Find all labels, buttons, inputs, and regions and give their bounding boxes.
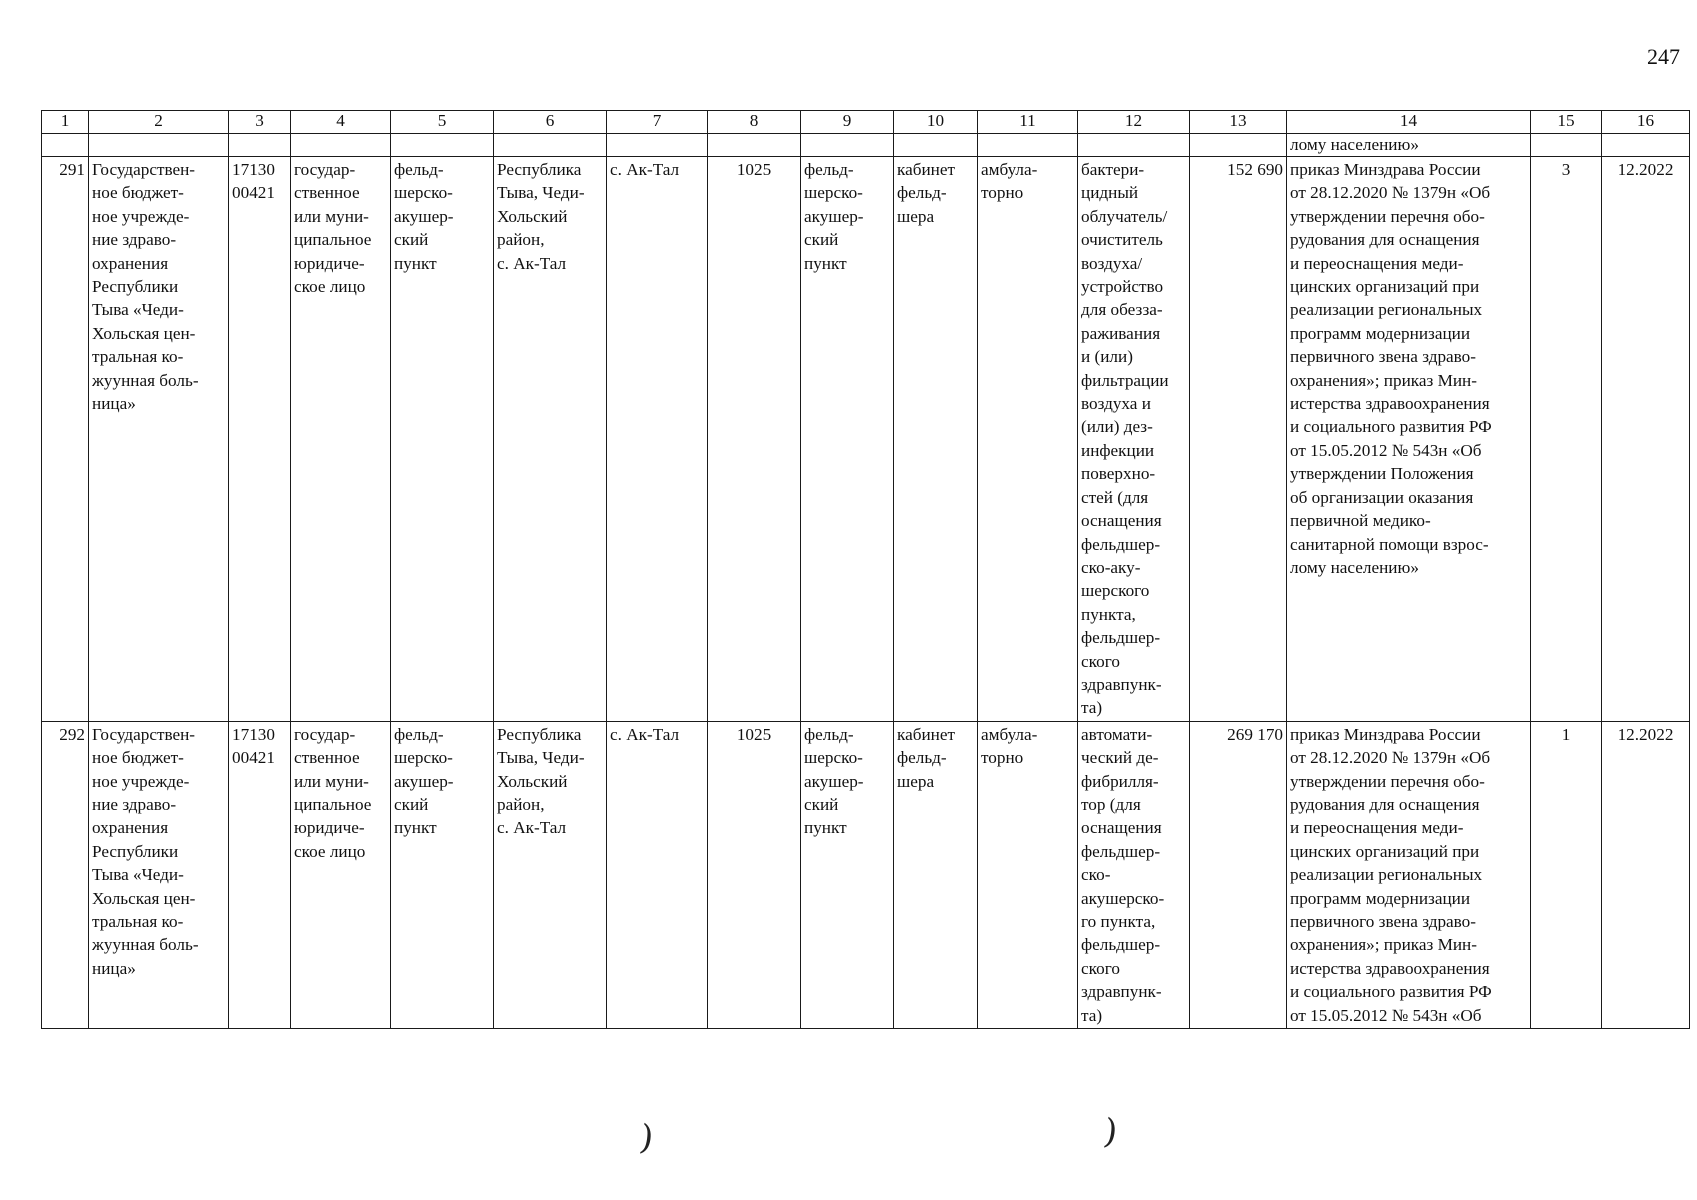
legal-basis: приказ Минздрава России от 28.12.2020 № 1379н «Об утверждении перечня обо- рудования для оснащения и переоснащения меди- цинских организаций при реализации региональных программ модернизации первичного звена здраво- охранения»; приказ Мин- истерства здравоохранения и социального развития РФ от 15.05.2012 № 543н «Об утверждении Положения об организации оказания первичной медико- санитарной помощи взрос- лому населению»: [1287, 157, 1531, 722]
col-header: 8: [708, 111, 801, 134]
org-code: 17130 00421: [229, 721, 291, 1028]
address: Республика Тыва, Чеди- Хольский район, с. Ак-Тал: [494, 157, 607, 722]
table-row: [42, 157, 1690, 722]
continuation-row: [42, 134, 1690, 157]
col-header: 1: [42, 111, 89, 134]
care-condition: амбула- торно: [978, 721, 1078, 1028]
row-number: 291: [42, 157, 89, 722]
row-number: 292: [42, 721, 89, 1028]
table-cell: [1190, 134, 1287, 157]
address: Республика Тыва, Чеди- Хольский район, с. Ак-Тал: [494, 721, 607, 1028]
equipment-name: бактери- цидный облучатель/ очиститель воздуха/ устройство для обезза- раживания и (или) фильтрации воздуха и (или) дез- инфекции поверхно- стей (для оснащения фельдшер- ско-аку- шерского пункта, фельдшер- ского здравпунк- та): [1078, 157, 1190, 722]
table-cell: [607, 134, 708, 157]
organization-name: Государствен- ное бюджет- ное учрежде- ние здраво- охранения Республики Тыва «Чеди- Хольская цен- тральная ко- жуунная боль- ница»: [89, 721, 229, 1028]
price: 152 690: [1190, 157, 1287, 722]
col-header: 10: [894, 111, 978, 134]
facility-type: фельд- шерско- акушер- ский пункт: [391, 157, 494, 722]
col-header: 13: [1190, 111, 1287, 134]
table-cell: [1078, 134, 1190, 157]
table-cell: [494, 134, 607, 157]
col-header: 15: [1531, 111, 1602, 134]
col-header: 6: [494, 111, 607, 134]
page-number: 247: [1647, 44, 1680, 69]
price: 269 170: [1190, 721, 1287, 1028]
col-header: 3: [229, 111, 291, 134]
table-cell: лому населению»: [1287, 134, 1531, 157]
legal-basis: приказ Минздрава России от 28.12.2020 № 1379н «Об утверждении перечня обо- рудования для оснащения и переоснащения меди- цинских организаций при реализации региональных программ модернизации первичного звена здраво- охранения»; приказ Мин- истерства здравоохранения и социального развития РФ от 15.05.2012 № 543н «Об: [1287, 721, 1531, 1028]
unit-type: фельд- шерско- акушер- ский пункт: [801, 157, 894, 722]
table-cell: [391, 134, 494, 157]
population: 1025: [708, 721, 801, 1028]
table-cell: [894, 134, 978, 157]
room: кабинет фельд- шера: [894, 721, 978, 1028]
settlement: с. Ак-Тал: [607, 157, 708, 722]
margin-mark: ): [637, 1117, 656, 1159]
table-cell: [1531, 134, 1602, 157]
table-cell: [1602, 134, 1690, 157]
org-code: 17130 00421: [229, 157, 291, 722]
table-cell: [801, 134, 894, 157]
col-header: 7: [607, 111, 708, 134]
care-condition: амбула- торно: [978, 157, 1078, 722]
settlement: с. Ак-Тал: [607, 721, 708, 1028]
table-row: [42, 721, 1690, 1028]
table-cell: [42, 134, 89, 157]
legal-form: государ- ственное или муни- ципальное юридиче- ское лицо: [291, 721, 391, 1028]
population: 1025: [708, 157, 801, 722]
col-header: 14: [1287, 111, 1531, 134]
margin-mark: ): [1101, 1111, 1120, 1153]
table-cell: [291, 134, 391, 157]
deadline: 12.2022: [1602, 721, 1690, 1028]
quantity: 3: [1531, 157, 1602, 722]
col-header: 4: [291, 111, 391, 134]
col-header: 9: [801, 111, 894, 134]
equipment-name: автомати- ческий де- фибрилля- тор (для оснащения фельдшер- ско- акушерско- го пункта, фельдшер- ского здравпунк- та): [1078, 721, 1190, 1028]
table-cell: [229, 134, 291, 157]
col-header: 12: [1078, 111, 1190, 134]
facility-type: фельд- шерско- акушер- ский пункт: [391, 721, 494, 1028]
quantity: 1: [1531, 721, 1602, 1028]
legal-form: государ- ственное или муни- ципальное юридиче- ское лицо: [291, 157, 391, 722]
unit-type: фельд- шерско- акушер- ский пункт: [801, 721, 894, 1028]
col-header: 11: [978, 111, 1078, 134]
organization-name: Государствен- ное бюджет- ное учрежде- ние здраво- охранения Республики Тыва «Чеди- Хольская цен- тральная ко- жуунная боль- ница»: [89, 157, 229, 722]
equipment-table: [41, 110, 1690, 1029]
col-header: 5: [391, 111, 494, 134]
table-cell: [89, 134, 229, 157]
column-number-row: [42, 111, 1690, 134]
col-header: 16: [1602, 111, 1690, 134]
table-cell: [978, 134, 1078, 157]
table-cell: [708, 134, 801, 157]
col-header: 2: [89, 111, 229, 134]
deadline: 12.2022: [1602, 157, 1690, 722]
room: кабинет фельд- шера: [894, 157, 978, 722]
